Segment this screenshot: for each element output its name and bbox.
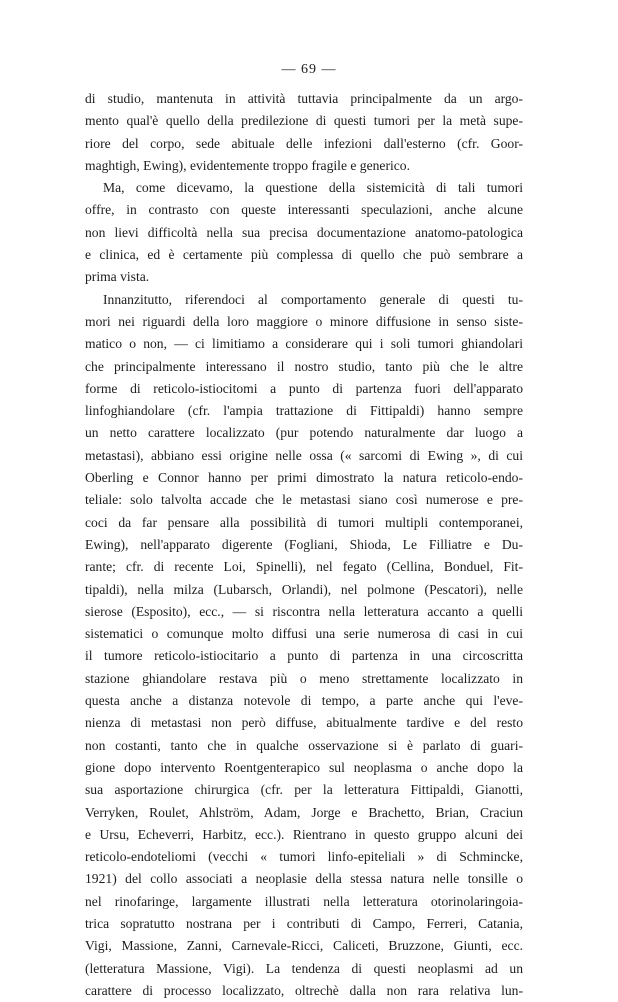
text-line: trica sopratutto nostrana per i contributi di Campo, Ferreri, Catania, bbox=[85, 915, 523, 931]
text-line: sistematici o comunque molto diffusi una serie numerosa di casi in cui bbox=[85, 626, 523, 642]
page-number: — 69 — bbox=[281, 62, 337, 77]
text-line: Ewing), nell'apparato digerente (Fogliani, Shioda, Le Filliatre e Du- bbox=[85, 536, 523, 552]
text-line: mento qual'è quello della predilezione di questi tumori per la metà supe- bbox=[85, 113, 523, 129]
text-line: maghtigh, Ewing), evidentemente troppo fragile e generico. bbox=[85, 157, 411, 173]
text-line: metastasi), abbiano essi origine nelle ossa (« sarcomi di Ewing », di cui bbox=[85, 447, 523, 463]
text-line: offre, in contrasto con queste interessanti speculazioni, anche alcune bbox=[85, 202, 523, 218]
text-line: matico o non, — ci limitiamo a considerare qui i soli tumori ghiandolari bbox=[85, 336, 523, 352]
text-line: sua asportazione chirurgica (cfr. per la letteratura Fittipaldi, Gianotti, bbox=[85, 782, 523, 798]
text-line: Verryken, Roulet, Ahlström, Adam, Jorge e Brachetto, Brian, Craciun bbox=[85, 804, 523, 820]
text-line: e Ursu, Echeverri, Harbitz, ecc.). Rientrano in questo gruppo alcuni dei bbox=[85, 826, 523, 842]
text-line: nel rinofaringe, largamente illustrati nella letteratura otorinolaringoia- bbox=[85, 893, 523, 909]
text-line: carattere di processo localizzato, oltrechè dalla non rara relativa lun- bbox=[85, 982, 523, 998]
text-line: il tumore reticolo-istiocitario a punto di partenza in una circoscritta bbox=[85, 648, 523, 664]
text-line: stazione ghiandolare restava più o meno strettamente localizzato in bbox=[85, 670, 523, 686]
text-line: sierose (Esposito), ecc., — si riscontra nella letteratura accanto a quelli bbox=[85, 603, 523, 619]
text-line: rante; cfr. di recente Loi, Spinelli), nel fegato (Cellina, Bonduel, Fit- bbox=[85, 559, 523, 575]
text-line: un netto carattere localizzato (pur potendo naturalmente dar luogo a bbox=[85, 425, 523, 441]
text-line: riore del corpo, sede abituale delle infezioni dall'esterno (cfr. Goor- bbox=[85, 135, 523, 151]
text-line: linfoghiandolare (cfr. l'ampia trattazione di Fittipaldi) hanno sempre bbox=[85, 403, 523, 419]
text-line: di studio, mantenuta in attività tuttavia principalmente da un argo- bbox=[85, 91, 523, 106]
text-line: non lievi difficoltà nella sua precisa documentazione anatomo-patologica bbox=[85, 224, 523, 240]
text-line: nienza di metastasi non però diffuse, abitualmente tardive e del resto bbox=[85, 715, 523, 731]
text-line: Vigi, Massione, Zanni, Carnevale-Ricci, Caliceti, Bruzzone, Giunti, ecc. bbox=[85, 938, 523, 954]
text-line: che principalmente interessano il nostro studio, tanto più che le altre bbox=[85, 358, 523, 374]
text-line: teliale: solo talvolta accade che le metastasi siano così numerose e pre- bbox=[85, 492, 523, 508]
text-line: forme di reticolo-istiocitomi a punto di partenza fuori dell'apparato bbox=[85, 380, 523, 396]
body-text bbox=[85, 88, 523, 1002]
text-line: (letteratura Massione, Vigi). La tendenza di questi neoplasmi ad un bbox=[85, 960, 523, 976]
text-line: Innanzitutto, riferendoci al comportamento generale di questi tu- bbox=[103, 291, 523, 307]
text-line: reticolo-endoteliomi (vecchi « tumori linfo-epiteliali » di Schmincke, bbox=[85, 849, 523, 865]
text-line: e clinica, ed è certamente più complessa di quello che può sembrare a bbox=[85, 247, 523, 263]
text-line: coci da far pensare alla possibilità di tumori multipli contemporanei, bbox=[85, 514, 523, 530]
text-line: prima vista. bbox=[85, 269, 150, 285]
text-line: 1921) del collo associati a neoplasie della stessa natura nelle tonsille o bbox=[85, 871, 523, 887]
text-line: tipaldi), nella milza (Lubarsch, Orlandi), nel polmone (Pescatori), nelle bbox=[85, 581, 523, 597]
text-line: questa anche a distanza notevole di tempo, a parte anche qui l'eve- bbox=[85, 693, 523, 709]
text-line: Oberling e Connor hanno per primi dimostrato la natura reticolo-endo- bbox=[85, 470, 523, 486]
text-line: mori nei riguardi della loro maggiore o minore diffusione in senso siste- bbox=[85, 313, 523, 329]
text-line: non costanti, tanto che in qualche osservazione si è parlato di guari- bbox=[85, 737, 523, 753]
text-line: Ma, come dicevamo, la questione della sistemicità di tali tumori bbox=[103, 180, 523, 196]
text-line: gione dopo intervento Roentgenterapico sul neoplasma o anche dopo la bbox=[85, 759, 523, 775]
